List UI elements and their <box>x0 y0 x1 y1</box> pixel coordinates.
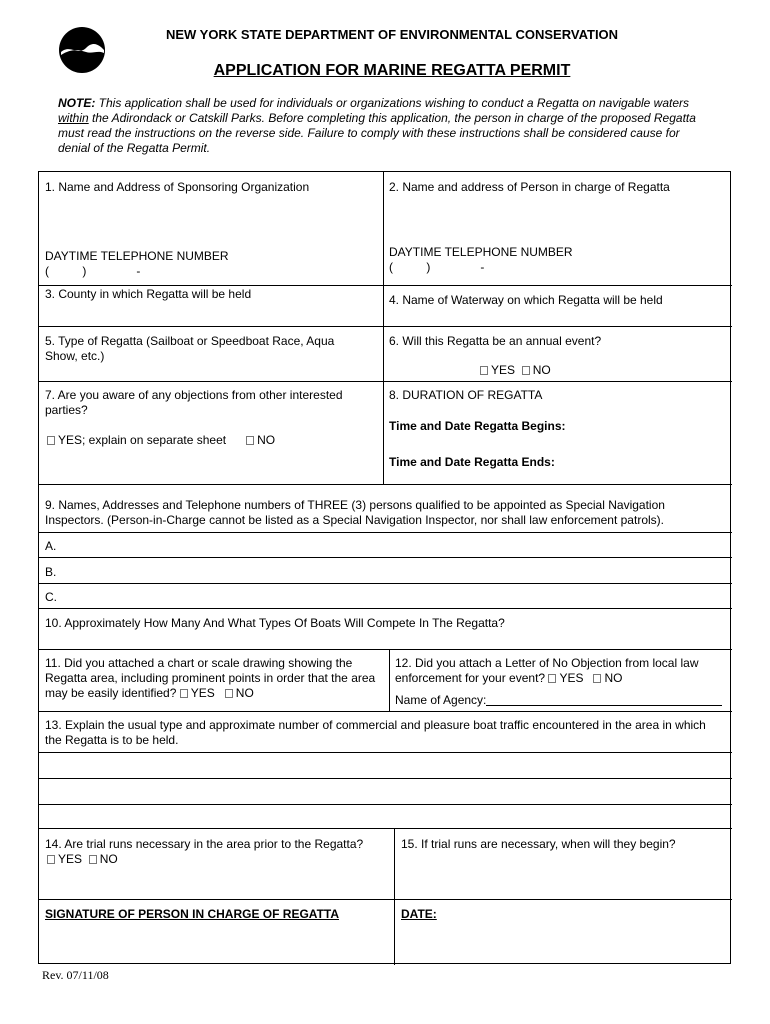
field-12-yes-label: YES <box>559 671 584 685</box>
field-1-phone-label: DAYTIME TELEPHONE NUMBER <box>45 249 229 263</box>
field-14-options <box>47 852 118 867</box>
field-8-begins-label: Time and Date Regatta Begins: <box>389 419 566 433</box>
field-2-phone-format[interactable]: ( ) - <box>389 260 485 274</box>
field-7-yes-label: YES; explain on separate sheet <box>58 433 227 447</box>
field-11-yes-checkbox[interactable] <box>180 689 188 698</box>
field-11-label <box>45 656 380 701</box>
field-6-options <box>480 363 551 378</box>
agency-name: NEW YORK STATE DEPARTMENT OF ENVIRONMENTAL CONSERVATION <box>165 27 619 42</box>
field-6-no-label: NO <box>532 363 551 377</box>
field-7-yes-checkbox[interactable] <box>47 436 55 445</box>
field-6-yes-checkbox[interactable] <box>480 366 488 375</box>
field-12-no-label: NO <box>604 671 623 685</box>
field-12-agency-row <box>395 693 722 708</box>
field-7-no-checkbox[interactable] <box>246 436 254 445</box>
field-15-label: 15. If trial runs are necessary, when will they begin? <box>401 837 676 851</box>
field-14-label: 14. Are trial runs necessary in the area prior to the Regatta? <box>45 837 364 851</box>
field-7-label: 7. Are you aware of any objections from other interested parties? <box>45 388 343 417</box>
agency-name-input[interactable] <box>486 693 722 706</box>
form-title: APPLICATION FOR MARINE REGATTA PERMIT <box>213 62 571 79</box>
note-label: NOTE: <box>58 96 96 110</box>
field-13-label: 13. Explain the usual type and approximate number of commercial and pleasure boat traffic encountered in the area in which the Regatta is to be held. <box>45 718 706 747</box>
permit-form <box>38 171 731 964</box>
field-5-label: 5. Type of Regatta (Sailboat or Speedboat Race, Aqua Show, etc.) <box>45 334 335 363</box>
field-12-label <box>395 656 725 686</box>
field-4-label: 4. Name of Waterway on which Regatta will be held <box>389 293 663 307</box>
instructions-note <box>58 96 708 156</box>
field-12-question: 12. Did you attach a Letter of No Objection from local law enforcement for your event? <box>395 656 699 685</box>
field-8-label: 8. DURATION OF REGATTA <box>389 388 543 402</box>
field-2-phone-label: DAYTIME TELEPHONE NUMBER <box>389 245 573 259</box>
field-11-yes-label: YES <box>190 686 215 700</box>
field-2-label: 2. Name and address of Person in charge of Regatta <box>389 180 670 194</box>
field-12-no-checkbox[interactable] <box>593 674 601 683</box>
field-7-options <box>47 433 275 448</box>
signature-label: SIGNATURE OF PERSON IN CHARGE OF REGATTA <box>45 907 340 921</box>
revision-date: Rev. 07/11/08 <box>42 968 109 982</box>
note-within: within <box>58 111 89 125</box>
field-14-no-label: NO <box>99 852 118 866</box>
field-9-label: 9. Names, Addresses and Telephone numbers of THREE (3) persons qualified to be appointed as Special Navigation Inspectors. (Person-in-Charge cannot be listed as a Special Navigation Inspector, nor shall law enforcement patrols). <box>45 498 665 527</box>
field-6-label: 6. Will this Regatta be an annual event? <box>389 334 602 348</box>
field-8-ends-label: Time and Date Regatta Ends: <box>389 455 555 469</box>
field-6-yes-label: YES <box>491 363 516 377</box>
field-14-yes-label: YES <box>58 852 83 866</box>
field-11-no-label: NO <box>235 686 254 700</box>
field-14-no-checkbox[interactable] <box>89 855 97 864</box>
field-9-a[interactable]: A. <box>45 539 57 553</box>
note-text-2: the Adirondack or Catskill Parks. Before completing this application, the person in charge of the proposed Regatta must read the instructions on the reverse side. Failure to comply with these instructions shall be considered cause for denial of the Regatta Permit. <box>58 111 696 155</box>
field-12-yes-checkbox[interactable] <box>548 674 556 683</box>
field-14-yes-checkbox[interactable] <box>47 855 55 864</box>
note-text-1: This application shall be used for individuals or organizations wishing to conduct a Regatta on navigable waters <box>95 96 690 110</box>
field-9-c[interactable]: C. <box>45 590 57 604</box>
field-11-no-checkbox[interactable] <box>225 689 233 698</box>
field-1-phone-format[interactable]: ( ) - <box>45 264 141 278</box>
field-9-b[interactable]: B. <box>45 565 57 579</box>
field-11-question: 11. Did you attached a chart or scale drawing showing the Regatta area, including prominent points in order that the area may be easily identified? <box>45 656 376 700</box>
field-3-label: 3. County in which Regatta will be held <box>45 287 252 301</box>
date-label: DATE: <box>401 907 437 921</box>
field-7-no-label: NO <box>257 433 276 447</box>
field-10-label: 10. Approximately How Many And What Types Of Boats Will Compete In The Regatta? <box>45 616 505 630</box>
field-12-agency-label: Name of Agency: <box>395 693 487 707</box>
field-1-label: 1. Name and Address of Sponsoring Organization <box>45 180 310 194</box>
field-6-no-checkbox[interactable] <box>522 366 530 375</box>
